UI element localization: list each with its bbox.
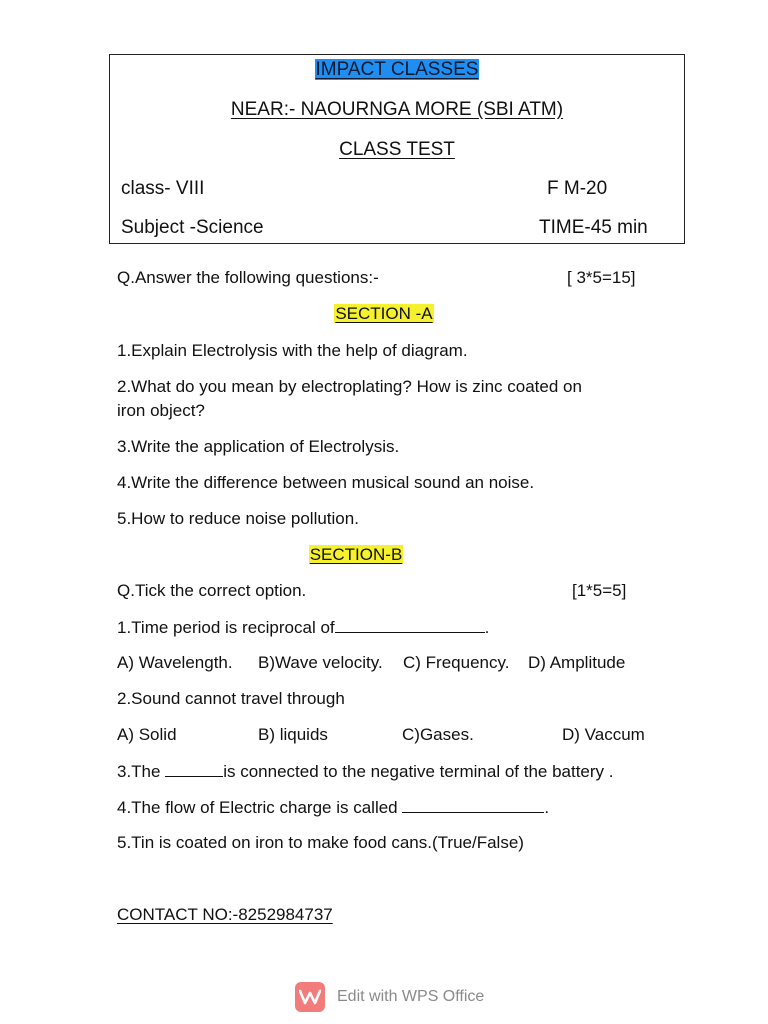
wps-logo-icon: [295, 982, 325, 1012]
question-b4: 4.The flow of Electric charge is called .: [117, 798, 550, 817]
test-title: CLASS TEST: [339, 139, 455, 160]
subject-label: Subject -Science: [121, 217, 264, 238]
q2-option-a: A) Solid: [117, 725, 177, 744]
question-b2: 2.Sound cannot travel through: [117, 689, 345, 708]
question-b1: 1.Time period is reciprocal of .: [117, 618, 490, 637]
fill-blank: [402, 797, 544, 813]
section-b-instruction: Q.Tick the correct option.: [117, 581, 307, 600]
section-a-title: SECTION -A: [335, 304, 433, 323]
question-a2-cont: iron object?: [117, 401, 205, 420]
question-a2: 2.What do you mean by electroplating? How is zinc coated on: [117, 377, 582, 396]
question-b3: 3.The is connected to the negative terminal of the battery .: [117, 762, 614, 781]
instruction-text: Q.Answer the following questions:-: [117, 268, 379, 287]
full-marks: F M-20: [547, 178, 608, 199]
q2-option-c: C)Gases.: [402, 725, 474, 744]
q2-option-b: B) liquids: [258, 725, 328, 744]
question-a5: 5.How to reduce noise pollution.: [117, 509, 359, 528]
contact-number: CONTACT NO:-8252984737: [117, 905, 333, 924]
fill-blank: [165, 761, 223, 777]
q1-option-c: C) Frequency.: [403, 653, 510, 672]
wps-edit-banner[interactable]: [295, 982, 484, 1012]
q2-option-d: D) Vaccum: [562, 725, 645, 744]
question-a3: 3.Write the application of Electrolysis.: [117, 437, 400, 456]
q1-option-b: B)Wave velocity.: [258, 653, 383, 672]
fill-blank: [335, 617, 485, 633]
class-label: class- VIII: [121, 178, 205, 199]
instruction-marks: [ 3*5=15]: [567, 268, 636, 287]
q1-option-d: D) Amplitude: [528, 653, 626, 672]
question-a4: 4.Write the difference between musical sound an noise.: [117, 473, 535, 492]
institute-name: IMPACT CLASSES: [315, 59, 479, 80]
section-b-title: SECTION-B: [309, 545, 403, 564]
question-b5: 5.Tin is coated on iron to make food cans.(True/False): [117, 833, 524, 852]
time-label: TIME-45 min: [539, 217, 648, 238]
wps-w-glyph: [299, 989, 321, 1005]
address-line: NEAR:- NAOURNGA MORE (SBI ATM): [230, 99, 564, 120]
section-b-marks: [1*5=5]: [572, 581, 627, 600]
question-a1: 1.Explain Electrolysis with the help of diagram.: [117, 341, 468, 360]
q1-option-a: A) Wavelength.: [117, 653, 233, 672]
wps-edit-label[interactable]: Edit with WPS Office: [337, 988, 485, 1005]
